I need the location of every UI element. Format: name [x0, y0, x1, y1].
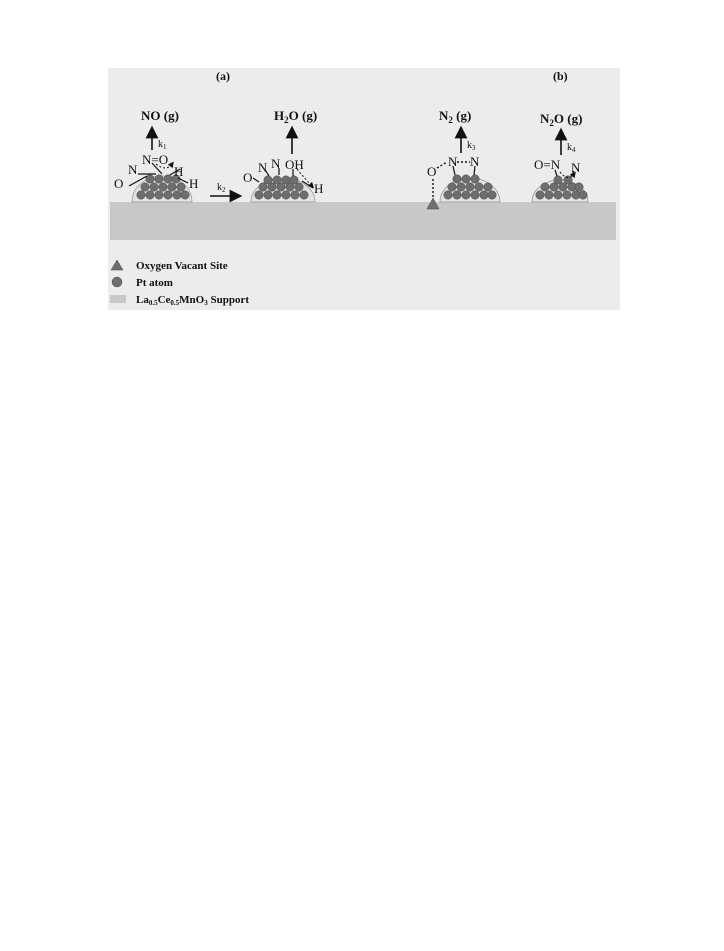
atom-o: O — [114, 176, 124, 191]
atom-n: N — [448, 154, 458, 169]
product-h2o: $H_2O$ (g) — [274, 108, 318, 125]
legend-pt-label: Pt atom — [136, 277, 173, 289]
legend-pt-icon — [112, 277, 122, 287]
atom-h: H — [314, 181, 324, 196]
atom-n: N — [128, 162, 138, 177]
atom-on: O=N — [534, 157, 561, 172]
legend-support-icon — [110, 295, 126, 303]
atom-n: N — [271, 156, 281, 171]
atom-n: N — [258, 160, 268, 175]
rate-k2: $k_2$ — [217, 182, 226, 194]
atom-oh: OH — [285, 157, 304, 172]
mechanism-figure — [108, 68, 620, 310]
rate-k3: $k_3$ — [467, 140, 476, 152]
atom-h: H — [189, 176, 199, 191]
rate-k1: $k_1$ — [158, 139, 167, 151]
atom-n: N — [470, 154, 480, 169]
atom-o: O — [427, 164, 437, 179]
panel-a-label: (a) — [216, 69, 230, 83]
legend-support-label: La0.5Ce0.5MnO3 Support — [136, 294, 250, 307]
rate-k4: $k_4$ — [567, 142, 576, 154]
atom-o: O — [243, 170, 253, 185]
legend-vacancy-label: Oxygen Vacant Site — [136, 260, 228, 272]
product-n2o: $N_2O$ (g) — [540, 111, 583, 128]
atom-n: N — [571, 160, 581, 175]
support-slab — [110, 202, 616, 240]
atom-h: H — [174, 164, 184, 179]
product-no: NO (g) — [141, 108, 179, 123]
product-n2: $N_2$ (g) — [439, 108, 472, 125]
panel-b-label: (b) — [553, 69, 568, 83]
atom-no: N=O — [142, 152, 169, 167]
